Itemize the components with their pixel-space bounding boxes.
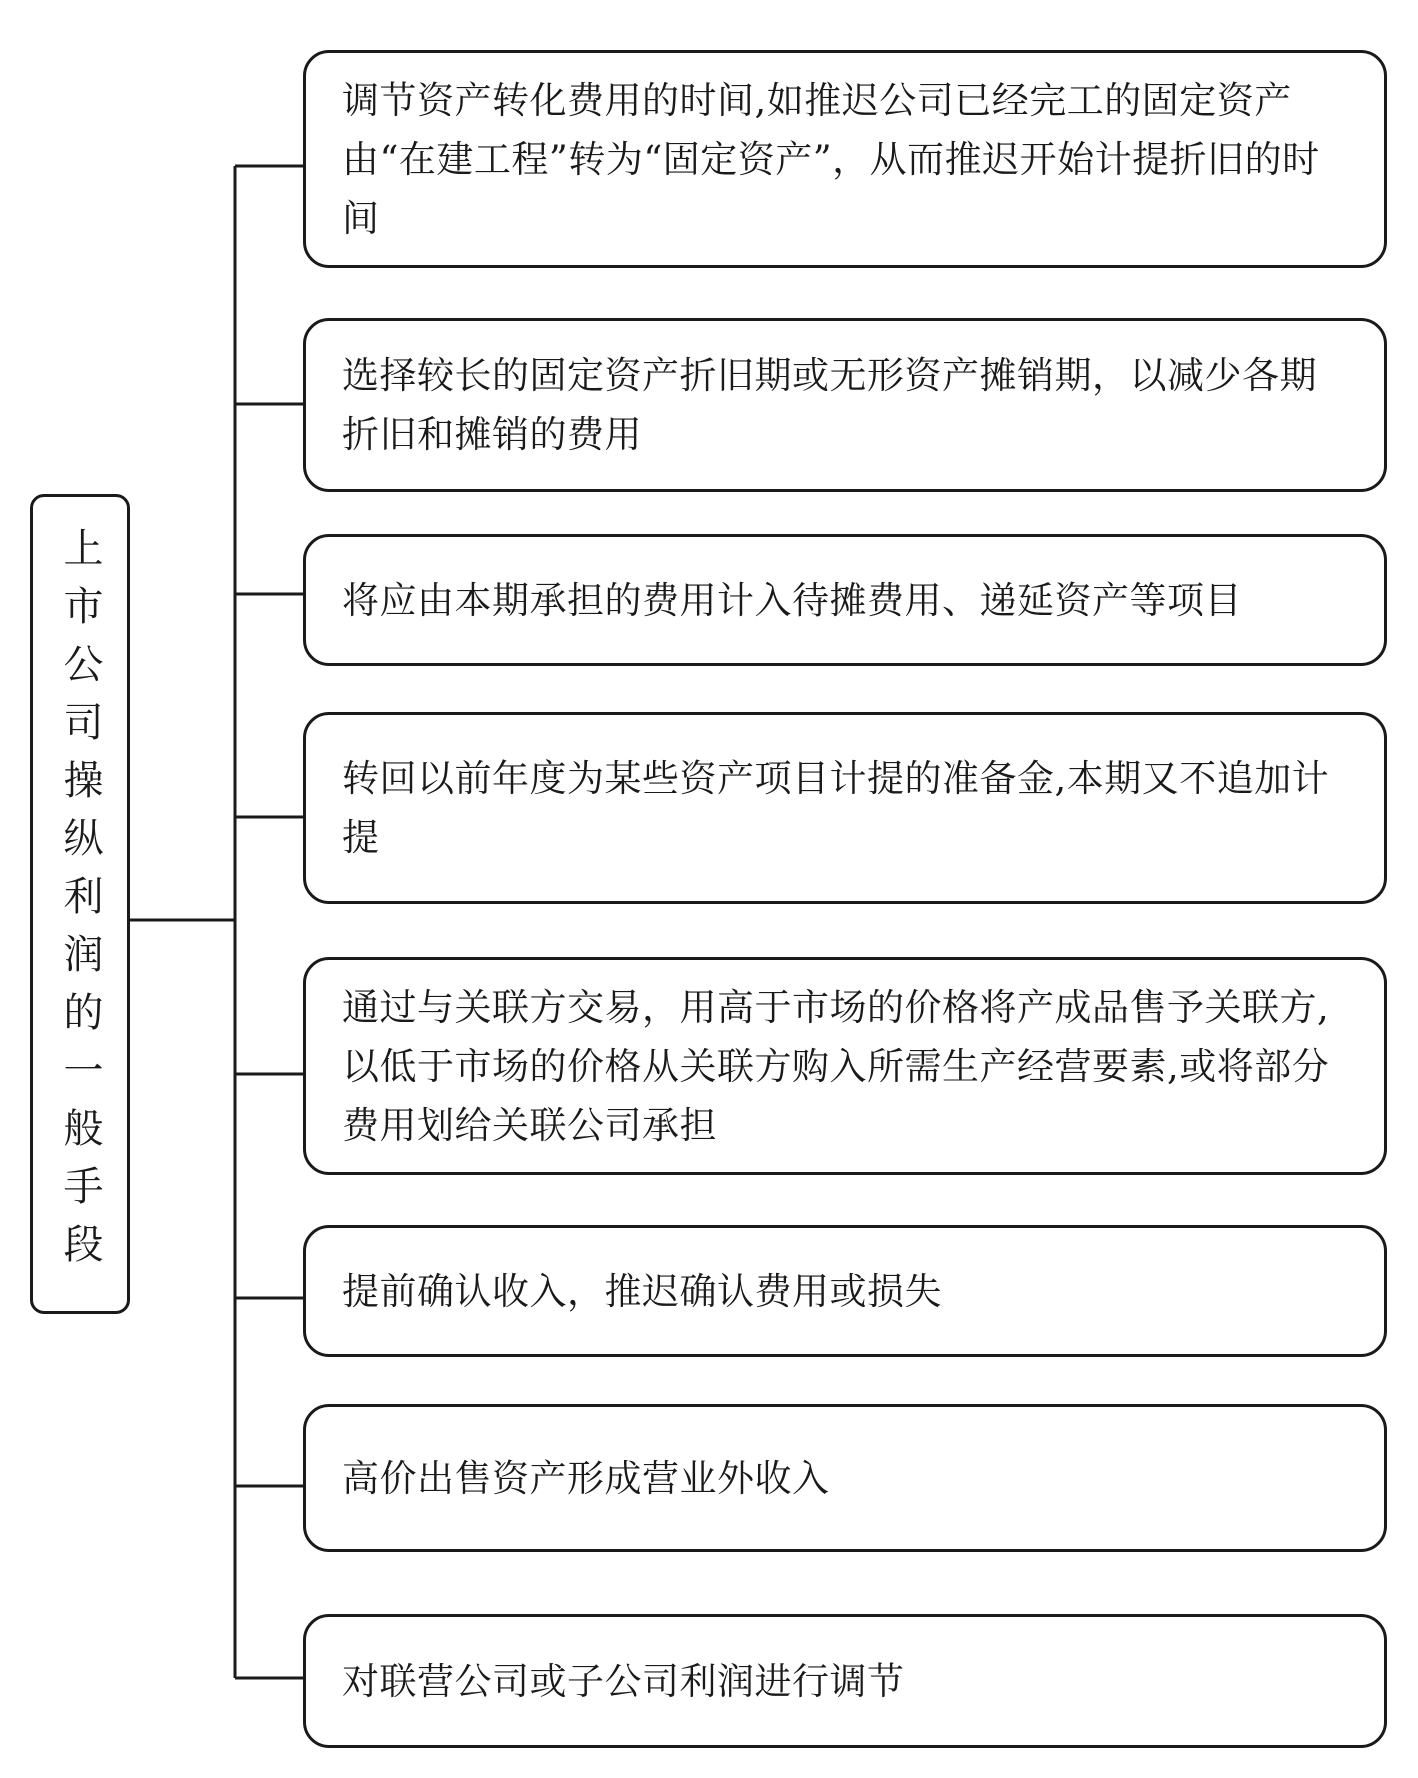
method-node-text: 选择较长的固定资产折旧期或无形资产摊销期，以减少各期折旧和摊销的费用	[342, 354, 1317, 456]
method-node-text: 转回以前年度为某些资产项目计提的准备金,本期又不追加计提	[342, 757, 1330, 859]
method-node-text: 提前确认收入，推迟确认费用或损失	[342, 1269, 942, 1313]
method-node-5	[303, 957, 1387, 1175]
method-node-2	[303, 318, 1387, 492]
method-node-text: 调节资产转化费用的时间,如推迟公司已经完工的固定资产由“在建工程”转为“固定资产”，从而推迟开始计提折旧的时间	[342, 78, 1320, 240]
method-node-text: 对联营公司或子公司利润进行调节	[342, 1659, 905, 1703]
method-node-text: 将应由本期承担的费用计入待摊费用、递延资产等项目	[342, 578, 1242, 622]
method-node-7	[303, 1404, 1387, 1552]
method-node-8	[303, 1614, 1387, 1748]
method-node-1	[303, 50, 1387, 268]
method-node-4	[303, 712, 1387, 904]
root-node-label: 上市公司操纵利润的一般手段	[57, 527, 103, 1281]
method-node-6	[303, 1225, 1387, 1357]
method-node-text: 通过与关联方交易，用高于市场的价格将产成品售予关联方,以低于市场的价格从关联方购入所需生产经营要素,或将部分费用划给关联公司承担	[342, 985, 1330, 1147]
root-node	[30, 494, 130, 1314]
method-node-3	[303, 534, 1387, 666]
method-node-text: 高价出售资产形成营业外收入	[342, 1456, 830, 1500]
